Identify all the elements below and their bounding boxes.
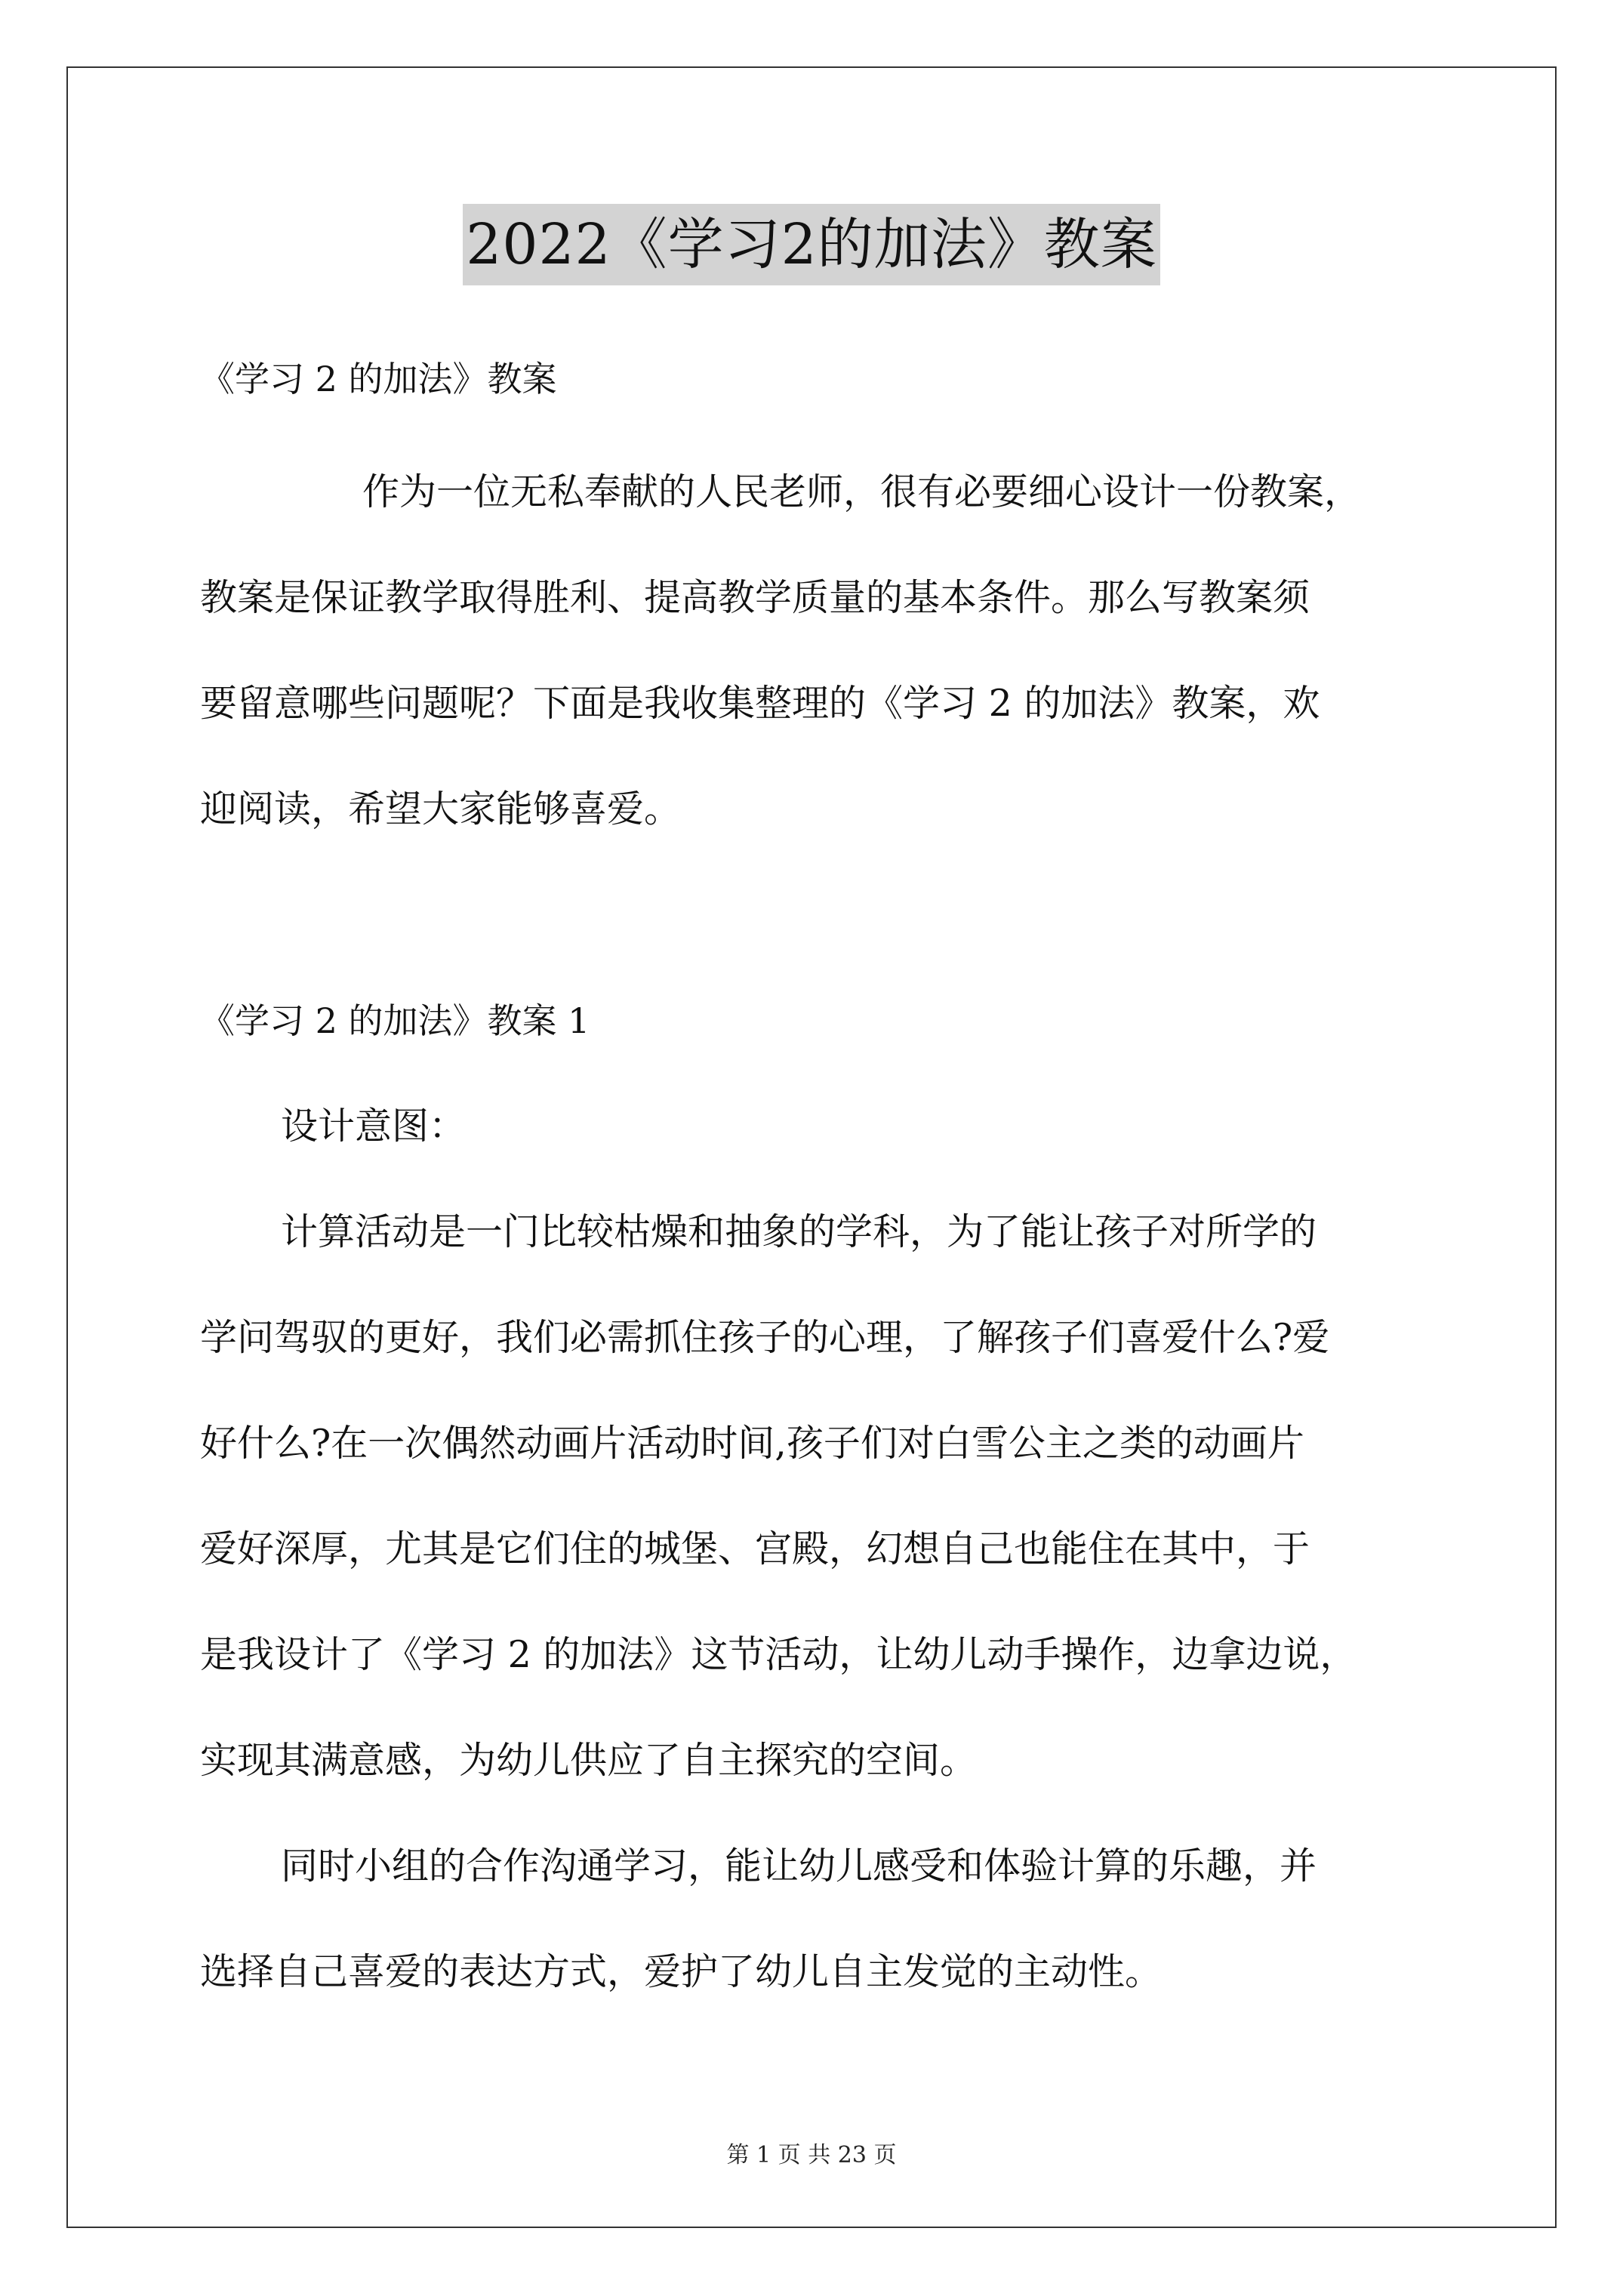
body-line-7: 同时小组的合作沟通学习，能让幼儿感受和体验计算的乐趣，并 bbox=[281, 1845, 1317, 1888]
body-line-1: 计算活动是一门比较枯燥和抽象的学科，为了能让孩子对所学的 bbox=[281, 1210, 1317, 1253]
intro-line-4: 迎阅读，希望大家能够喜爱。 bbox=[200, 787, 682, 831]
body-line-3: 好什么?在一次偶然动画片活动时间,孩子们对白雪公主之类的动画片 bbox=[200, 1422, 1304, 1465]
intro-line-2: 教案是保证教学取得胜利、提高教学质量的基本条件。那么写教案须 bbox=[200, 576, 1310, 619]
body-line-5: 是我设计了《学习 2 的加法》这节活动，让幼儿动手操作，边拿边说， bbox=[200, 1633, 1357, 1676]
intro-line-3: 要留意哪些问题呢？下面是我收集整理的《学习 2 的加法》教案，欢 bbox=[200, 682, 1320, 725]
title-container bbox=[0, 204, 1623, 285]
design-intent-label: 设计意图： bbox=[281, 1105, 467, 1148]
body-line-4: 爱好深厚，尤其是它们住的城堡、宫殿，幻想自己也能住在其中，于 bbox=[200, 1527, 1310, 1570]
page-number-footer: 第 1 页 共 23 页 bbox=[726, 2142, 897, 2168]
body-line-6: 实现其满意感，为幼儿供应了自主探究的空间。 bbox=[200, 1739, 978, 1782]
body-line-2: 学问驾驭的更好，我们必需抓住孩子的心理，了解孩子们喜爱什么?爱 bbox=[200, 1316, 1330, 1359]
section-heading-1: 《学习 2 的加法》教案 1 bbox=[200, 1000, 590, 1041]
body-line-8: 选择自己喜爱的表达方式，爱护了幼儿自主发觉的主动性。 bbox=[200, 1950, 1163, 1993]
intro-heading: 《学习 2 的加法》教案 bbox=[200, 359, 557, 399]
intro-line-1: 作为一位无私奉献的人民老师，很有必要细心设计一份教案， bbox=[362, 470, 1362, 513]
document-title: 2022《学习2的加法》教案 bbox=[463, 204, 1160, 285]
